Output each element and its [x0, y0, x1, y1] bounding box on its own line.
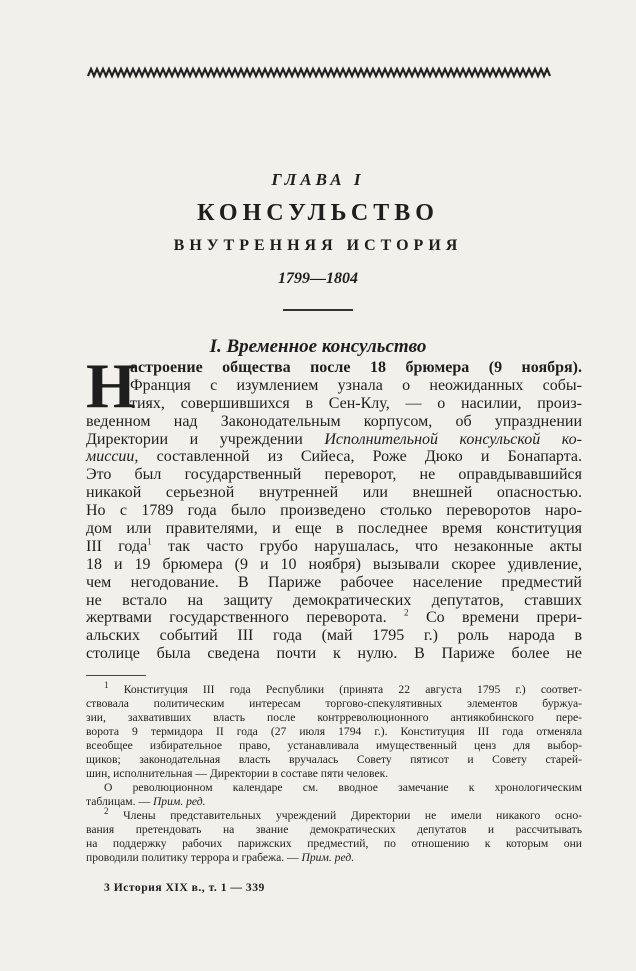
chapter-subtitle: ВНУТРЕННЯЯ ИСТОРИЯ	[173, 237, 463, 254]
text-line	[86, 431, 582, 449]
footnote-line	[104, 680, 582, 697]
text-line: Это был государственный переворот, не оправдывавшийся	[86, 466, 582, 484]
text: таблицам. —	[86, 795, 153, 808]
footnote-number: 2	[104, 806, 109, 817]
text: III года	[86, 537, 148, 555]
italic-text: миссии,	[86, 448, 139, 466]
footnote-line: шин, исполнительная — Директории в составе пяти человек.	[86, 767, 389, 780]
footnote-ref[interactable]: 1	[147, 536, 152, 547]
body-text	[86, 350, 583, 663]
text: Директории и учреждении	[86, 430, 325, 448]
text-line: Франция с изумлением узнала о неожиданных собы-	[130, 376, 582, 394]
section-heading: I. Временное консульство	[209, 336, 427, 357]
decorative-wave-border	[88, 66, 550, 80]
text-line: чем негодование. В Париже рабочее население предместий	[86, 573, 582, 591]
text-line: альских событий III года (май 1795 г.) роль народа в	[86, 627, 582, 645]
footnote-line: О революционном календаре см. вводное замечание к хронологическим	[104, 781, 582, 794]
text: Члены представительных учреждений Директории не имели никакого осно-	[123, 809, 582, 822]
text: так часто грубо нарушалась, что незаконные акты	[151, 537, 583, 555]
text-line	[86, 609, 582, 627]
chapter-title: КОНСУЛЬСТВО	[197, 200, 439, 226]
text: жертвами государственного переворота.	[86, 609, 405, 627]
footnote-line: всеобщее избирательное право, устанавливала имущественный ценз для выбор-	[86, 739, 582, 752]
editor-note: Прим. ред.	[301, 851, 355, 864]
footnote-line	[86, 851, 582, 865]
footnote-line: ворота 9 термидора II года (27 июля 1794 г.). Конституция III года отменяла	[86, 725, 582, 738]
text-line: 18 и 19 брюмера (9 и 10 ноября) вызывали скорее удивление,	[86, 555, 582, 573]
footnotes	[86, 680, 582, 865]
text-line: никакой серьезной внутренней или внешней опасностью.	[86, 484, 582, 502]
footnote-line: вания претендовать на звание демократических депутатов и рассчитывать	[86, 823, 582, 836]
text-line	[86, 448, 582, 466]
footnote-line: ствовала политическим интересам торгово-спекулятивных элементов буржуа-	[86, 697, 582, 710]
text: Конституция III года Республики (принята 22 августа 1795 г.) соответ-	[123, 683, 582, 696]
text-line: дом или правителями, и еще в последнее время конституция	[86, 520, 582, 538]
text-line: столице была сведена почти к нулю. В Париже более не	[86, 645, 582, 663]
text-line: не встало на защиту демократических депутатов, ставших	[86, 591, 582, 609]
footnote-line	[104, 806, 582, 823]
editor-note: Прим. ред.	[152, 795, 206, 808]
text: проводили политику террора и грабежа. —	[86, 851, 302, 864]
text-line: Но с 1789 года было произведено столько переворотов наро-	[86, 502, 582, 520]
footnote-line	[86, 795, 582, 809]
text: Со времени прери-	[408, 609, 583, 627]
text: составленной из Сийеса, Роже Дюко и Бонапарта.	[138, 448, 582, 466]
drop-cap: Н	[86, 350, 136, 421]
footnote-ref[interactable]: 2	[404, 608, 409, 619]
divider	[283, 309, 353, 311]
text-line: веденном над Законодательным корпусом, об упразднении	[86, 412, 582, 430]
chapter-number: ГЛАВА I	[271, 170, 365, 189]
footnote-line: щиков; законодательная власть вручалась Совету пятисот и Совету старей-	[86, 753, 582, 766]
text-line: тиях, совершившихся в Сен-Клу, — о насилии, произ-	[130, 394, 582, 412]
printer-signature: 3 История XIX в., т. 1 — 339	[104, 881, 265, 894]
text-line: астроение общества после 18 брюмера (9 ноября).	[130, 359, 582, 376]
italic-text: Исполнительной консульской ко-	[324, 430, 582, 448]
chapter-years: 1799—1804	[278, 270, 358, 287]
footnote-line: на поддержку рабочих парижских предместий, по отношению к которым они	[86, 837, 582, 850]
text-line	[86, 538, 582, 556]
footnote-divider	[86, 675, 146, 676]
footnote-number: 1	[104, 680, 109, 691]
footnote-line: зии, захвативших власть после контрреволюционного антиякобинского пере-	[86, 711, 582, 724]
